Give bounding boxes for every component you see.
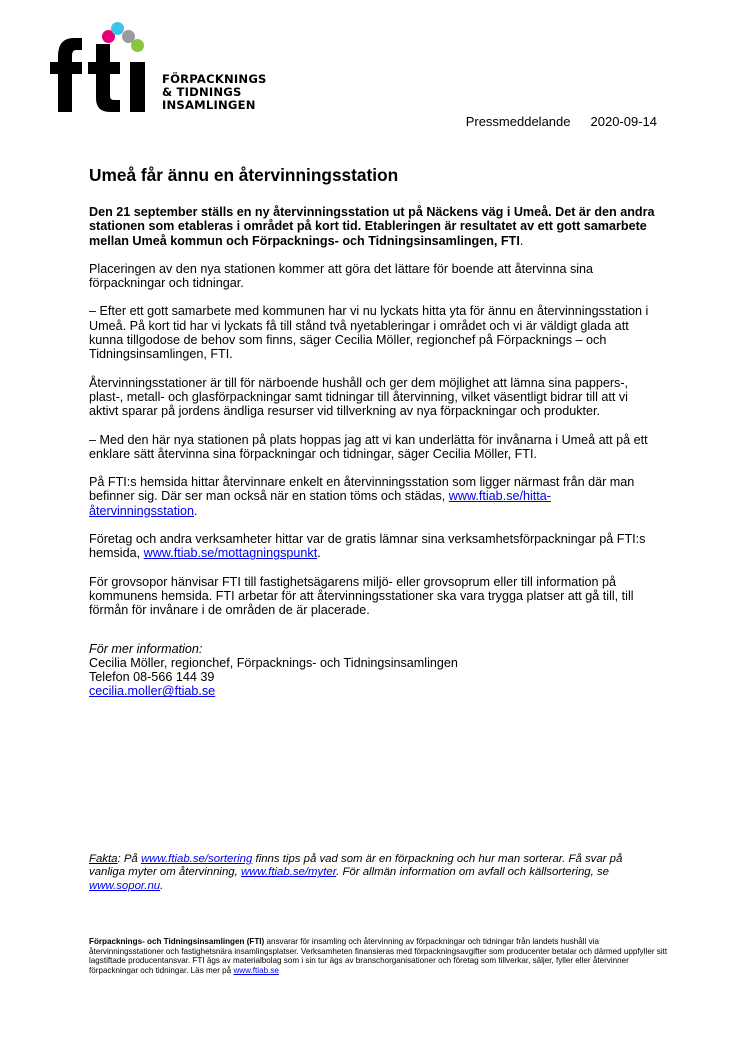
lead-end: . <box>519 233 524 248</box>
contact-heading: För mer information: <box>89 641 203 656</box>
fakta-text-1: : På <box>117 853 141 865</box>
document-type: Pressmeddelande <box>465 114 571 129</box>
fakta-box <box>89 853 659 893</box>
fakta-label: Fakta <box>89 853 118 865</box>
find-station-paragraph <box>89 475 659 518</box>
find-station-link[interactable]: www.ftiab.se/hitta-återvinningsstation <box>89 489 551 518</box>
logo-line-1: FÖRPACKNINGS <box>162 72 267 86</box>
footer-org: Förpacknings- och Tidningsinsamlingen (FTI) <box>89 937 265 946</box>
business-paragraph <box>89 532 659 561</box>
logo-wordmark <box>162 73 267 112</box>
fakta-text-2: finns tips på vad som är en förpackning och hur man sorterar. Få svar på vanliga myter om återvinning, <box>89 853 623 879</box>
fti-logo-mark <box>48 22 168 120</box>
contact-name: Cecilia Möller, regionchef, Förpacknings- och Tidningsinsamlingen <box>89 655 458 670</box>
contact-block <box>89 642 659 699</box>
business-end: . <box>317 546 321 561</box>
document-date: 2020-09-14 <box>590 114 657 129</box>
fakta-text-4: . <box>160 879 164 892</box>
fakta-text-3: . För allmän information om avfall och källsortering, se <box>336 866 609 879</box>
page-title: Umeå får ännu en återvinningsstation <box>89 165 399 185</box>
lead-text: Den 21 september ställs en ny återvinningsstation ut på Näckens väg i Umeå. Det är den andra stationen som etableras i området på kort tid. Etableringen är resultatet av ett gott samarbete mellan Umeå kommun och Förpacknings- och Tidningsinsamlingen, FTI <box>89 205 655 248</box>
logo-dot-green <box>131 39 144 52</box>
contact-email-link[interactable]: cecilia.moller@ftiab.se <box>89 684 216 699</box>
document-header <box>466 114 657 129</box>
lead-paragraph <box>89 205 659 248</box>
find-station-end: . <box>194 503 198 518</box>
contact-phone: Telefon 08-566 144 39 <box>89 670 215 685</box>
fakta-link-sortering[interactable]: www.ftiab.se/sortering <box>140 853 253 865</box>
fti-logo <box>48 22 288 120</box>
body-paragraph-1: Placeringen av den nya stationen kommer att göra det lättare för boende att återvinna sina förpackningar och tidningar. <box>89 261 594 291</box>
body-paragraph-3: Återvinningsstationer är till för närboende hushåll och ger dem möjlighet att lämna sina pappers-, plast-, metall- och glasförpackningar samt tidningar till återvinning, vilket väsentligt bidrar till att vi aktivt sparar på jordens ändliga resurser vid tillverkning av nya förpackningar och produkter. <box>89 375 629 419</box>
footer-text: ansvarar för insamling och återvinning av förpackningar och tidningar från landets hushåll via återvinningsstationer och fastighetsnära insamlingsplatser. Verksamheten finansieras med förpackningsavgifter som producenter betalar och därmed uppfyller sitt lagstiftade producentansvar. FTI ägs av materialbolag som i sin tur ägs av branschorganisationer och företag som tillverkar, säljer, fyller eller återvinner förpackningar och tidningar. Läs mer på <box>89 937 668 975</box>
find-station-text: På FTI:s hemsida hittar återvinnare enkelt en återvinningsstation som ligger närmast från där man befinner sig. Där ser man också när en station töms och städas, <box>89 475 635 504</box>
footer-about <box>89 937 669 975</box>
body-paragraph-2: – Efter ett gott samarbete med kommunen har vi nu lyckats hitta yta för ännu en återvinningsstation i Umeå. På kort tid har vi lyckats få till stånd två nyetableringar i området och vi är väldigt glada att kunna tillgodose de behov som finns, säger Cecilia Möller, regionchef på Förpacknings – och Tidningsinsamlingen, FTI. <box>89 304 649 362</box>
fakta-link-sopor[interactable]: www.sopor.nu <box>89 879 161 892</box>
business-link[interactable]: www.ftiab.se/mottagningspunkt <box>143 546 318 561</box>
fakta-link-myter[interactable]: www.ftiab.se/myter <box>240 866 337 879</box>
logo-line-3: INSAMLINGEN <box>162 98 256 112</box>
bulky-waste-paragraph: För grovsopor hänvisar FTI till fastighetsägarens miljö- eller grovsoprum eller till information på kommunens hemsida. FTI arbetar för att återvinningsstationer ska vara trygga platser att gå till, till förmån för invånare i de områden de är placerade. <box>89 574 634 618</box>
logo-line-2: & TIDNINGS <box>162 85 242 99</box>
press-release-body <box>89 165 659 699</box>
footer-link[interactable]: www.ftiab.se <box>233 965 279 975</box>
body-paragraph-4: – Med den här nya stationen på plats hoppas jag att vi kan underlätta för invånarna i Umeå att på ett enklare sätt återvinna sina förpackningar och tidningar, säger Cecilia Möller, FTI. <box>89 432 648 461</box>
business-text: Företag och andra verksamheter hittar var de gratis lämnar sina verksamhetsförpackningar på FTI:s hemsida, <box>89 532 646 561</box>
